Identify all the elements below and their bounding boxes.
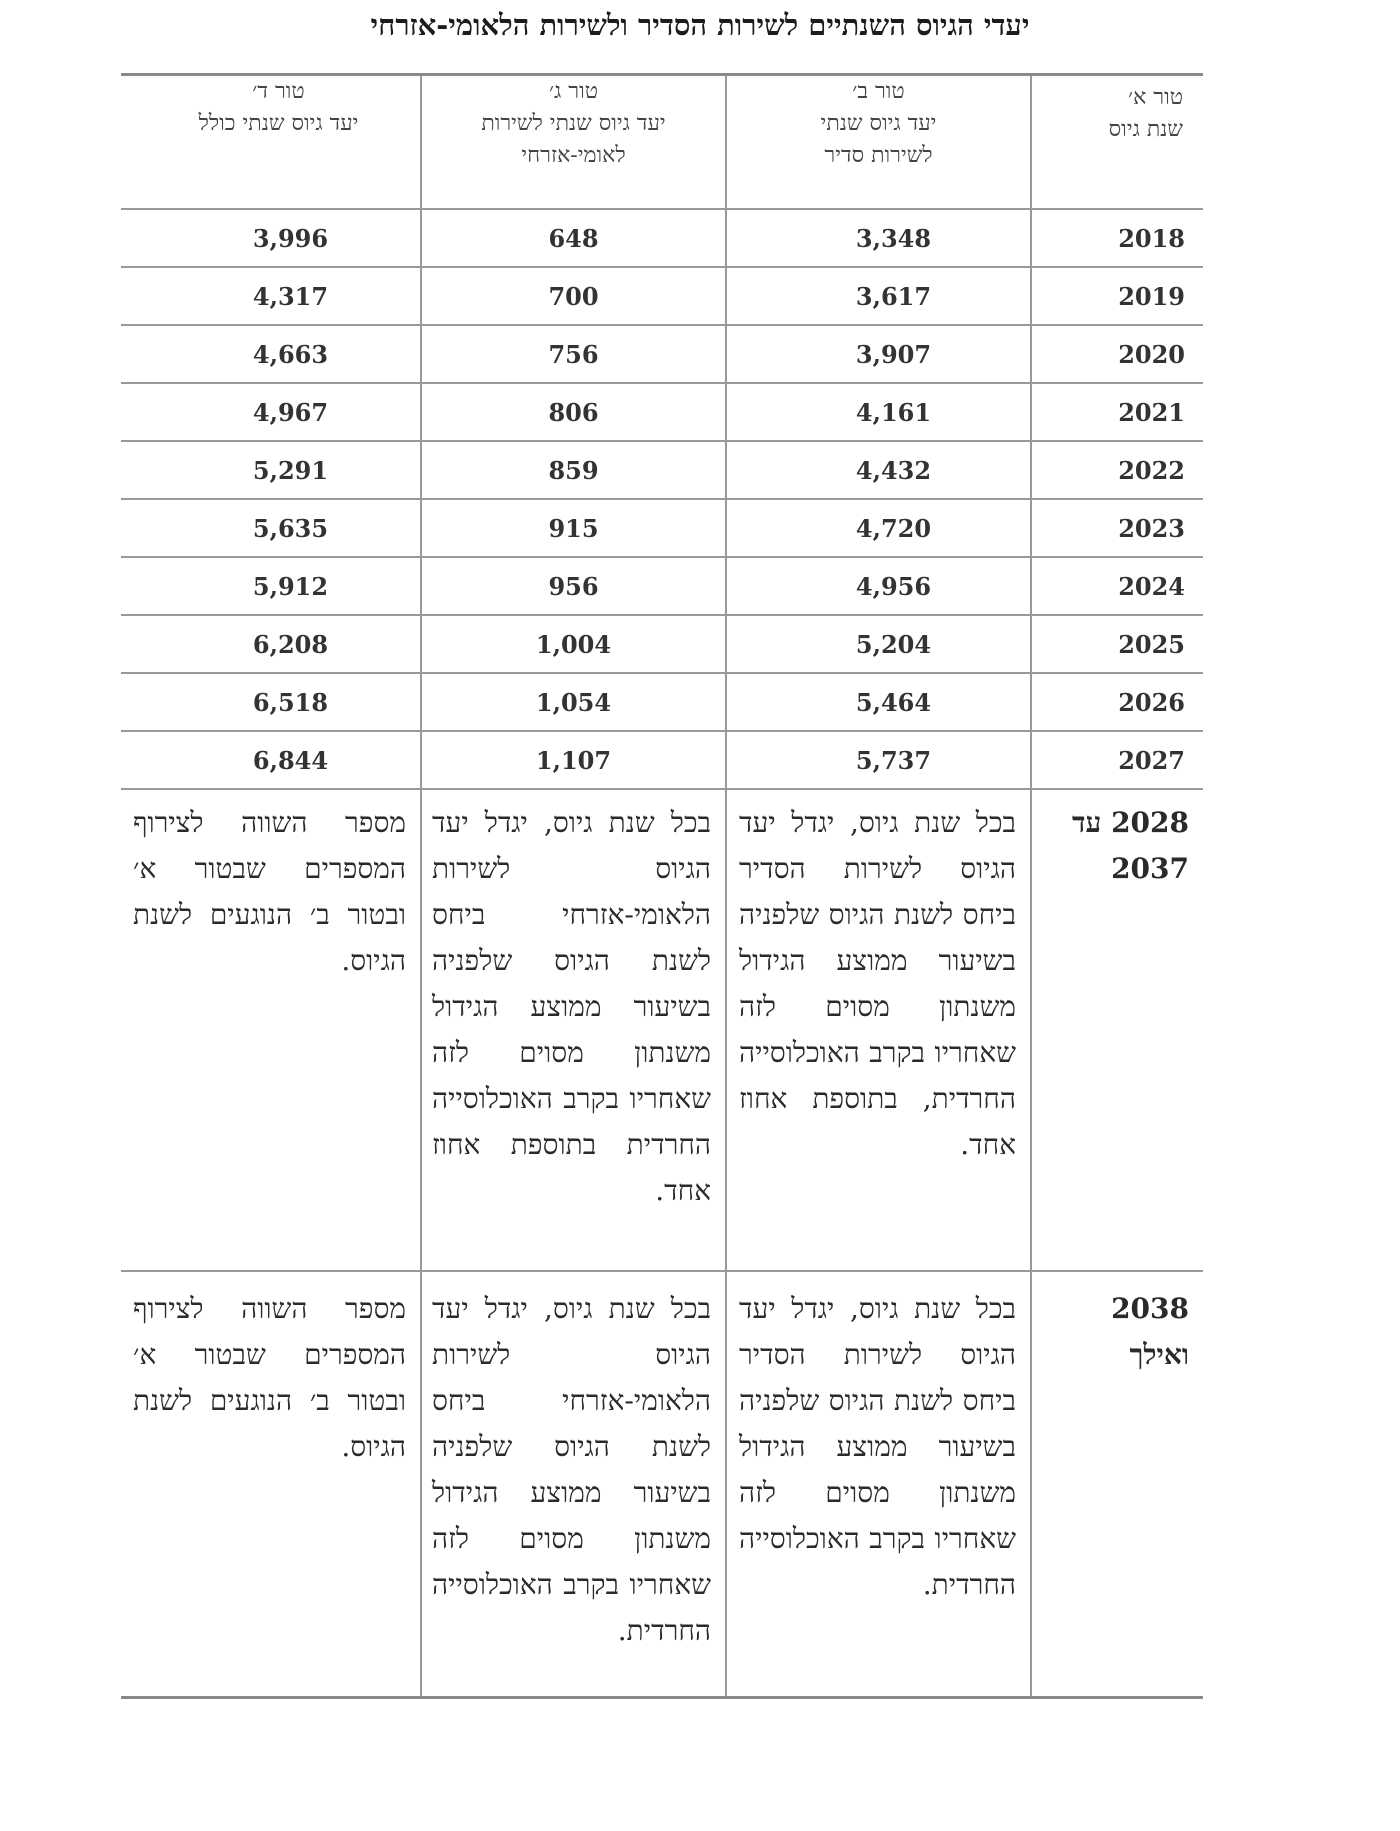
table-row <box>121 325 1203 383</box>
rule-year-line1: 2038 <box>1111 1292 1189 1325</box>
national-rule-text: בכל שנת גיוס, יגדל יעד הגיוס לשירות הלאומי-אזרחי ביחס לשנת הגיוס שלפניה בשיעור ממוצע הגידול משנתון מסוים לזה שאחריו בקרב האוכלוסייה החרדית. <box>421 1271 726 1698</box>
total-rule-text: מספר השווה לצירוף המספרים שבטור א׳ ובטור ב׳ הנוגעים לשנת הגיוס. <box>121 1271 421 1698</box>
national-target-cell: 956 <box>421 557 726 615</box>
table-row <box>121 499 1203 557</box>
page-title: יעדי הגיוס השנתיים לשירות הסדיר ולשירות הלאומי-אזרחי <box>370 8 1030 42</box>
total-target-cell: 6,844 <box>121 731 421 789</box>
year-cell: 2020 <box>1031 325 1203 383</box>
rule-year-cell <box>1031 1271 1203 1698</box>
rule-year-cell <box>1031 789 1203 1271</box>
national-rule-text: בכל שנת גיוס, יגדל יעד הגיוס לשירות הלאומי-אזרחי ביחס לשנת הגיוס שלפניה בשיעור ממוצע הגידול משנתון מסוים לזה שאחריו בקרב האוכלוסייה החרדית בתוספת אחוז אחד. <box>421 789 726 1271</box>
total-target-cell: 5,635 <box>121 499 421 557</box>
table-header-row <box>121 75 1203 210</box>
national-target-cell: 1,054 <box>421 673 726 731</box>
total-target-cell: 5,291 <box>121 441 421 499</box>
year-cell: 2024 <box>1031 557 1203 615</box>
regular-target-cell: 5,204 <box>726 615 1031 673</box>
year-cell: 2027 <box>1031 731 1203 789</box>
header-col-b-sub2: לשירות סדיר <box>824 143 933 168</box>
year-cell: 2022 <box>1031 441 1203 499</box>
total-target-cell: 6,518 <box>121 673 421 731</box>
table-row <box>121 731 1203 789</box>
total-target-cell: 4,663 <box>121 325 421 383</box>
year-cell: 2021 <box>1031 383 1203 441</box>
header-col-d-label: טור ד׳ <box>252 79 305 104</box>
rule-row-2038-onward <box>121 1271 1203 1698</box>
header-col-a-sub: שנת גיוס <box>1108 117 1183 142</box>
national-target-cell: 806 <box>421 383 726 441</box>
header-col-b-label: טור ב׳ <box>852 79 905 104</box>
regular-target-cell: 4,432 <box>726 441 1031 499</box>
table-row <box>121 557 1203 615</box>
total-target-cell: 5,912 <box>121 557 421 615</box>
rule-year-line2: ואילך <box>1129 1338 1189 1371</box>
header-col-d <box>121 75 421 210</box>
recruitment-targets-table <box>121 73 1203 1699</box>
national-target-cell: 700 <box>421 267 726 325</box>
regular-target-cell: 5,737 <box>726 731 1031 789</box>
table-row <box>121 267 1203 325</box>
national-target-cell: 1,004 <box>421 615 726 673</box>
header-col-a-label: טור א׳ <box>1128 85 1183 110</box>
table-row <box>121 209 1203 267</box>
header-col-c-label: טור ג׳ <box>548 79 599 104</box>
national-target-cell: 1,107 <box>421 731 726 789</box>
year-cell: 2026 <box>1031 673 1203 731</box>
header-col-d-sub1: יעד גיוס שנתי כולל <box>198 111 359 136</box>
year-cell: 2023 <box>1031 499 1203 557</box>
national-target-cell: 756 <box>421 325 726 383</box>
table-row <box>121 383 1203 441</box>
regular-target-cell: 3,348 <box>726 209 1031 267</box>
rule-row-2028-2037 <box>121 789 1203 1271</box>
national-target-cell: 648 <box>421 209 726 267</box>
header-col-c-sub2: לאומי-אזרחי <box>521 143 626 168</box>
national-target-cell: 859 <box>421 441 726 499</box>
header-col-b-sub1: יעד גיוס שנתי <box>820 111 937 136</box>
table-row <box>121 441 1203 499</box>
year-cell: 2019 <box>1031 267 1203 325</box>
table-row <box>121 673 1203 731</box>
regular-target-cell: 3,907 <box>726 325 1031 383</box>
header-col-b <box>726 75 1031 210</box>
header-col-c-sub1: יעד גיוס שנתי לשירות <box>481 111 666 136</box>
total-target-cell: 6,208 <box>121 615 421 673</box>
table-row <box>121 615 1203 673</box>
regular-rule-text: בכל שנת גיוס, יגדל יעד הגיוס לשירות הסדיר ביחס לשנת הגיוס שלפניה בשיעור ממוצע הגידול משנתון מסוים לזה שאחריו בקרב האוכלוסייה החרדית. <box>726 1271 1031 1698</box>
regular-target-cell: 4,720 <box>726 499 1031 557</box>
rule-year-line1: 2028 עד <box>1072 806 1189 839</box>
total-target-cell: 4,317 <box>121 267 421 325</box>
total-target-cell: 3,996 <box>121 209 421 267</box>
regular-rule-text: בכל שנת גיוס, יגדל יעד הגיוס לשירות הסדיר ביחס לשנת הגיוס שלפניה בשיעור ממוצע הגידול משנתון מסוים לזה שאחריו בקרב האוכלוסייה החרדית, בתוספת אחוז אחד. <box>726 789 1031 1271</box>
total-target-cell: 4,967 <box>121 383 421 441</box>
year-cell: 2018 <box>1031 209 1203 267</box>
year-cell: 2025 <box>1031 615 1203 673</box>
total-rule-text: מספר השווה לצירוף המספרים שבטור א׳ ובטור ב׳ הנוגעים לשנת הגיוס. <box>121 789 421 1271</box>
regular-target-cell: 4,161 <box>726 383 1031 441</box>
regular-target-cell: 3,617 <box>726 267 1031 325</box>
regular-target-cell: 4,956 <box>726 557 1031 615</box>
header-col-c <box>421 75 726 210</box>
regular-target-cell: 5,464 <box>726 673 1031 731</box>
header-col-a <box>1031 75 1203 210</box>
national-target-cell: 915 <box>421 499 726 557</box>
rule-year-line2: 2037 <box>1111 852 1189 885</box>
